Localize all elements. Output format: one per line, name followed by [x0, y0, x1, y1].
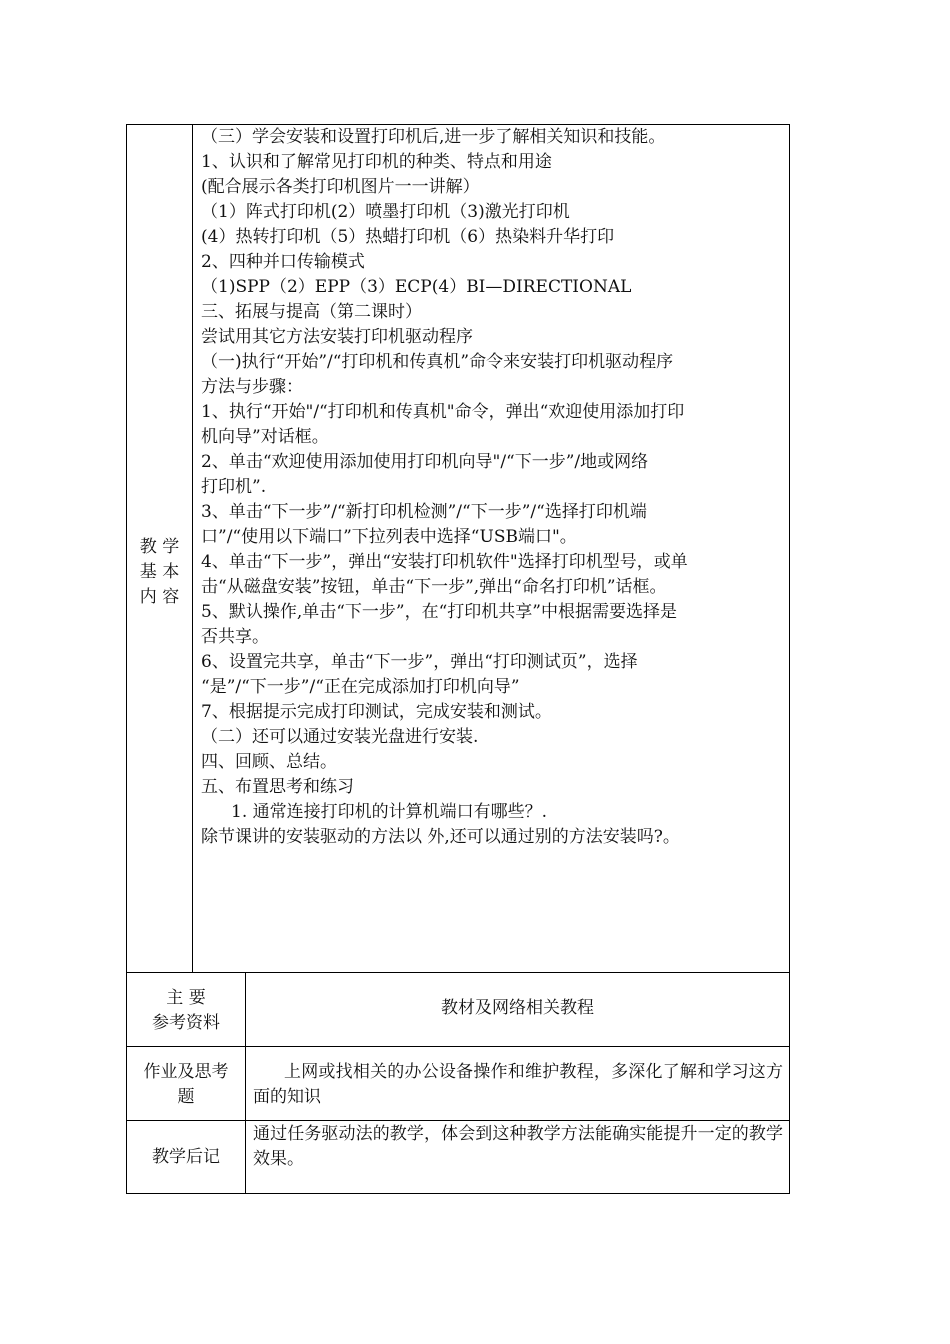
row-divider — [126, 1120, 790, 1121]
content-label-line: 基 本 — [139, 562, 180, 582]
content-line: 方法与步骤： — [201, 377, 303, 397]
content-line: 三、拓展与提高（第二课时） — [201, 302, 422, 322]
content-line: 口”/“使用以下端口”下拉列表中选择“USB端口"。 — [201, 527, 577, 547]
content-line: （二）还可以通过安装光盘进行安装. — [201, 727, 479, 747]
content-label-line: 教 学 — [139, 537, 180, 557]
content-line: 2、单击“欢迎使用添加使用打印机向导"/“下一步”/地或网络 — [201, 452, 649, 472]
teaching-content — [201, 125, 783, 850]
content-line: 3、单击“下一步”/“新打印机检测”/“下一步”/“选择打印机端 — [201, 502, 647, 522]
column-divider — [192, 124, 193, 972]
content-line: 5、默认操作,单击“下一步”，在“打印机共享”中根据需要选择是 — [201, 602, 677, 622]
content-line: （一)执行“开始”/“打印机和传真机”命令来安装打印机驱动程序 — [201, 352, 674, 372]
content-line: 1、执行“开始"/“打印机和传真机"命令，弹出“欢迎使用添加打印 — [201, 402, 685, 422]
homework-value: 上网或找相关的办公设备操作和维护教程，多深化了解和学习这方面的知识 — [253, 1062, 783, 1107]
content-line: 7、根据提示完成打印测试，完成安装和测试。 — [201, 702, 552, 722]
content-line: 五、布置思考和练习 — [201, 777, 354, 797]
content-line: （1)SPP（2）EPP（3）ECP(4）BI—DIRECTIONAL — [201, 277, 632, 297]
content-row-label — [127, 535, 192, 610]
reference-label-line: 主 要 — [166, 988, 206, 1008]
homework-label-line: 作业及思考 — [143, 1062, 229, 1082]
reference-value: 教材及网络相关教程 — [441, 998, 594, 1018]
reflection-row-label: 教学后记 — [152, 1147, 220, 1167]
content-line: 2、四种并口传输模式 — [201, 252, 365, 272]
content-line: 4、单击“下一步”，弹出“安装打印机软件"选择打印机型号，或单 — [201, 552, 688, 572]
content-line: (配合展示各类打印机图片一一讲解） — [201, 177, 480, 197]
content-line: 打印机”. — [201, 477, 267, 497]
content-line: 尝试用其它方法安装打印机驱动程序 — [201, 327, 473, 347]
table-border-right — [789, 124, 790, 1194]
content-line: 否共享。 — [201, 627, 269, 647]
content-line: 1、认识和了解常见打印机的种类、特点和用途 — [201, 152, 552, 172]
content-line: （1）阵式打印机(2）喷墨打印机（3)激光打印机 — [201, 202, 570, 222]
content-line: （三）学会安装和设置打印机后,进一步了解相关知识和技能。 — [201, 127, 666, 147]
content-label-line: 内 容 — [139, 587, 180, 607]
row-divider — [126, 1046, 790, 1047]
content-line: (4）热转打印机（5）热蜡打印机（6）热染料升华打印 — [201, 227, 615, 247]
reference-label-line: 参考资料 — [152, 1013, 220, 1033]
content-line: 四、回顾、总结。 — [201, 752, 337, 772]
content-line: 除节课讲的安装驱动的方法以 外,还可以通过别的方法安装吗?。 — [201, 827, 680, 847]
content-line: “是”/“下一步”/“正在完成添加打印机向导” — [201, 677, 520, 697]
homework-row-label — [127, 1060, 245, 1110]
content-line: 机向导”对话框。 — [201, 427, 329, 447]
content-line: 击“从磁盘安装”按钮，单击“下一步”,弹出“命名打印机”话框。 — [201, 577, 667, 597]
table-border-bottom — [126, 1193, 790, 1194]
content-line: 6、设置完共享，单击“下一步”，弹出“打印测试页”，选择 — [201, 652, 638, 672]
reflection-value: 通过任务驱动法的教学，体会到这种教学方法能确实能提升一定的教学效果。 — [253, 1124, 783, 1169]
reference-row-label — [127, 986, 245, 1036]
content-line: 1. 通常连接打印机的计算机端口有哪些？. — [231, 802, 548, 822]
homework-label-line: 题 — [177, 1087, 195, 1107]
row-divider — [126, 972, 790, 973]
